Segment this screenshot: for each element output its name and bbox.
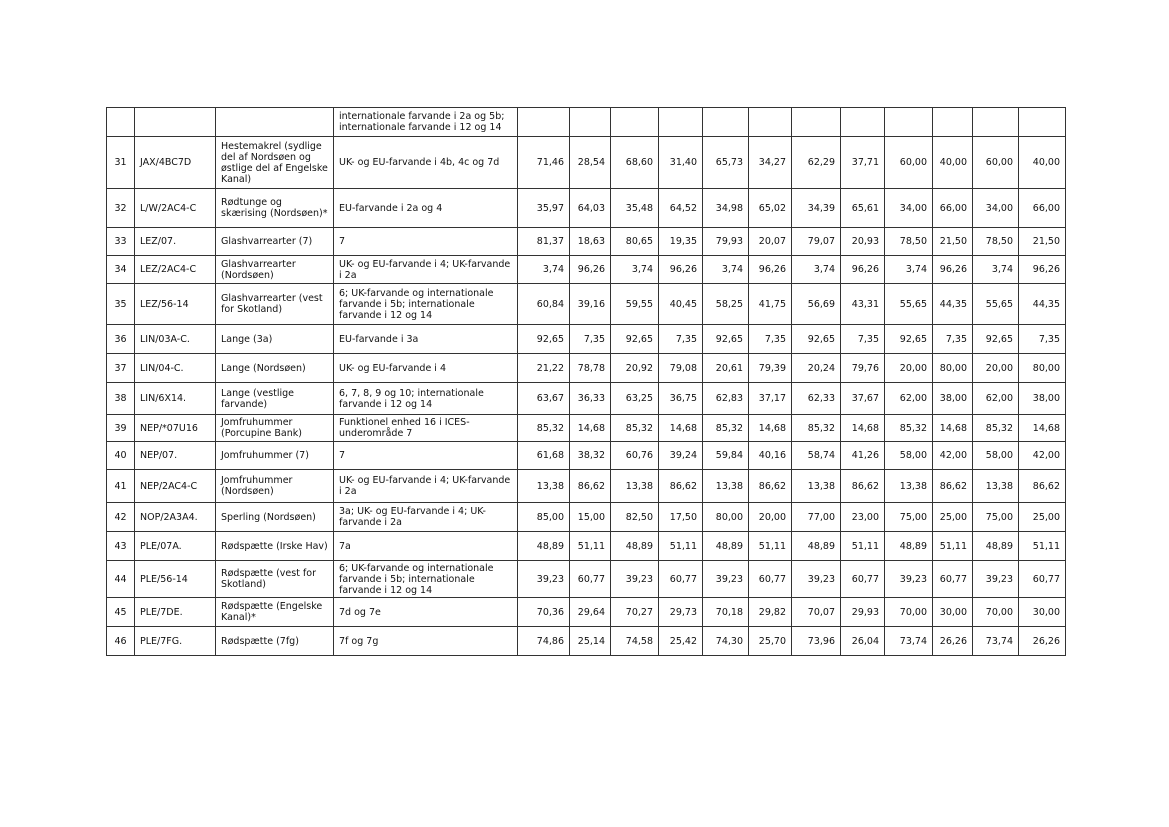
share-value-cell: 7,35 <box>1019 325 1066 354</box>
row-number-cell: 46 <box>107 627 135 656</box>
share-value-cell: 40,00 <box>1019 137 1066 189</box>
share-value-cell: 40,16 <box>749 442 792 470</box>
share-value-cell: 37,67 <box>841 383 885 415</box>
share-value-cell: 37,71 <box>841 137 885 189</box>
share-value-cell: 3,74 <box>792 256 841 284</box>
share-value-cell: 74,86 <box>518 627 570 656</box>
share-value-cell: 35,48 <box>611 189 659 228</box>
share-value-cell: 48,89 <box>518 532 570 561</box>
share-value-cell: 51,11 <box>841 532 885 561</box>
table-row <box>107 256 1066 284</box>
share-value-cell: 20,61 <box>703 354 749 383</box>
share-value-cell: 39,23 <box>973 561 1019 598</box>
share-value-cell: 96,26 <box>570 256 611 284</box>
share-value-cell: 3,74 <box>703 256 749 284</box>
share-value-cell <box>973 108 1019 137</box>
share-value-cell: 60,77 <box>659 561 703 598</box>
table-row <box>107 503 1066 532</box>
share-value-cell: 20,07 <box>749 228 792 256</box>
share-value-cell: 60,77 <box>570 561 611 598</box>
share-value-cell: 25,42 <box>659 627 703 656</box>
share-value-cell: 75,00 <box>973 503 1019 532</box>
species-name-cell: Hestemakrel (sydlige del af Nordsøen og østlige del af Engelske Kanal) <box>216 137 334 189</box>
table-row <box>107 189 1066 228</box>
stock-code-cell <box>135 108 216 137</box>
share-value-cell: 25,70 <box>749 627 792 656</box>
share-value-cell: 65,61 <box>841 189 885 228</box>
share-value-cell: 51,11 <box>659 532 703 561</box>
share-value-cell: 85,00 <box>518 503 570 532</box>
table-row <box>107 284 1066 325</box>
area-cell: 7a <box>334 532 518 561</box>
share-value-cell: 34,98 <box>703 189 749 228</box>
stock-code-cell: LIN/04-C. <box>135 354 216 383</box>
share-value-cell: 70,07 <box>792 598 841 627</box>
share-value-cell: 80,00 <box>1019 354 1066 383</box>
share-value-cell: 20,24 <box>792 354 841 383</box>
share-value-cell: 70,00 <box>885 598 933 627</box>
row-number-cell: 31 <box>107 137 135 189</box>
stock-code-cell: NOP/2A3A4. <box>135 503 216 532</box>
row-number-cell: 42 <box>107 503 135 532</box>
share-value-cell: 14,68 <box>570 415 611 442</box>
share-value-cell: 21,50 <box>1019 228 1066 256</box>
share-value-cell: 70,00 <box>973 598 1019 627</box>
share-value-cell: 3,74 <box>611 256 659 284</box>
row-number-cell: 32 <box>107 189 135 228</box>
share-value-cell: 64,03 <box>570 189 611 228</box>
species-name-cell: Jomfruhummer (7) <box>216 442 334 470</box>
share-value-cell: 35,97 <box>518 189 570 228</box>
share-value-cell: 64,52 <box>659 189 703 228</box>
share-value-cell: 65,02 <box>749 189 792 228</box>
table-row <box>107 137 1066 189</box>
share-value-cell <box>1019 108 1066 137</box>
area-cell: 6; UK-farvande og internationale farvande i 5b; internationale farvande i 12 og 14 <box>334 284 518 325</box>
table-row <box>107 415 1066 442</box>
share-value-cell: 20,00 <box>885 354 933 383</box>
table-row <box>107 470 1066 503</box>
share-value-cell <box>885 108 933 137</box>
share-value-cell: 79,07 <box>792 228 841 256</box>
species-name-cell: Rødspætte (Engelske Kanal)* <box>216 598 334 627</box>
share-value-cell: 51,11 <box>1019 532 1066 561</box>
share-value-cell: 58,00 <box>885 442 933 470</box>
share-value-cell: 65,73 <box>703 137 749 189</box>
share-value-cell: 44,35 <box>1019 284 1066 325</box>
row-number-cell: 37 <box>107 354 135 383</box>
share-value-cell: 15,00 <box>570 503 611 532</box>
share-value-cell: 92,65 <box>518 325 570 354</box>
share-value-cell: 77,00 <box>792 503 841 532</box>
share-value-cell: 26,26 <box>1019 627 1066 656</box>
share-value-cell: 48,89 <box>792 532 841 561</box>
share-value-cell: 58,00 <box>973 442 1019 470</box>
share-value-cell: 13,38 <box>518 470 570 503</box>
area-cell: 7 <box>334 442 518 470</box>
share-value-cell: 62,00 <box>973 383 1019 415</box>
share-value-cell: 70,36 <box>518 598 570 627</box>
species-name-cell: Rødspætte (Irske Hav) <box>216 532 334 561</box>
share-value-cell: 85,32 <box>518 415 570 442</box>
share-value-cell: 3,74 <box>518 256 570 284</box>
species-name-cell: Jomfruhummer (Nordsøen) <box>216 470 334 503</box>
quota-share-table <box>106 107 1066 656</box>
area-cell: 7f og 7g <box>334 627 518 656</box>
row-number-cell: 39 <box>107 415 135 442</box>
share-value-cell: 36,33 <box>570 383 611 415</box>
share-value-cell: 14,68 <box>749 415 792 442</box>
row-number-cell: 43 <box>107 532 135 561</box>
share-value-cell: 60,77 <box>1019 561 1066 598</box>
share-value-cell: 79,93 <box>703 228 749 256</box>
area-cell: UK- og EU-farvande i 4b, 4c og 7d <box>334 137 518 189</box>
share-value-cell: 71,46 <box>518 137 570 189</box>
share-value-cell: 39,23 <box>885 561 933 598</box>
table-row <box>107 325 1066 354</box>
share-value-cell: 48,89 <box>885 532 933 561</box>
share-value-cell: 55,65 <box>885 284 933 325</box>
area-cell: EU-farvande i 3a <box>334 325 518 354</box>
share-value-cell: 62,29 <box>792 137 841 189</box>
share-value-cell: 79,76 <box>841 354 885 383</box>
table-row <box>107 627 1066 656</box>
share-value-cell: 96,26 <box>749 256 792 284</box>
share-value-cell: 13,38 <box>792 470 841 503</box>
share-value-cell: 26,26 <box>933 627 973 656</box>
table-row <box>107 108 1066 137</box>
share-value-cell: 59,55 <box>611 284 659 325</box>
share-value-cell: 36,75 <box>659 383 703 415</box>
share-value-cell: 59,84 <box>703 442 749 470</box>
share-value-cell: 63,67 <box>518 383 570 415</box>
share-value-cell: 14,68 <box>659 415 703 442</box>
share-value-cell: 60,77 <box>933 561 973 598</box>
share-value-cell: 34,00 <box>973 189 1019 228</box>
share-value-cell: 17,50 <box>659 503 703 532</box>
area-cell: Funktionel enhed 16 i ICES-underområde 7 <box>334 415 518 442</box>
share-value-cell: 96,26 <box>933 256 973 284</box>
share-value-cell <box>570 108 611 137</box>
share-value-cell: 75,00 <box>885 503 933 532</box>
share-value-cell: 86,62 <box>570 470 611 503</box>
share-value-cell: 73,74 <box>973 627 1019 656</box>
share-value-cell: 14,68 <box>841 415 885 442</box>
row-number-cell: 34 <box>107 256 135 284</box>
stock-code-cell: JAX/4BC7D <box>135 137 216 189</box>
stock-code-cell: LEZ/07. <box>135 228 216 256</box>
share-value-cell: 34,27 <box>749 137 792 189</box>
share-value-cell: 78,78 <box>570 354 611 383</box>
area-cell: 7d og 7e <box>334 598 518 627</box>
stock-code-cell: NEP/2AC4-C <box>135 470 216 503</box>
share-value-cell: 62,33 <box>792 383 841 415</box>
share-value-cell: 21,22 <box>518 354 570 383</box>
share-value-cell: 86,62 <box>749 470 792 503</box>
row-number-cell: 33 <box>107 228 135 256</box>
share-value-cell: 74,30 <box>703 627 749 656</box>
share-value-cell: 43,31 <box>841 284 885 325</box>
share-value-cell: 20,92 <box>611 354 659 383</box>
share-value-cell: 79,39 <box>749 354 792 383</box>
stock-code-cell: PLE/07A. <box>135 532 216 561</box>
share-value-cell: 39,23 <box>792 561 841 598</box>
share-value-cell: 25,00 <box>1019 503 1066 532</box>
share-value-cell: 39,16 <box>570 284 611 325</box>
row-number-cell: 35 <box>107 284 135 325</box>
area-cell: 6; UK-farvande og internationale farvande i 5b; internationale farvande i 12 og 14 <box>334 561 518 598</box>
row-number-cell: 41 <box>107 470 135 503</box>
share-value-cell: 38,00 <box>1019 383 1066 415</box>
share-value-cell: 31,40 <box>659 137 703 189</box>
share-value-cell: 29,93 <box>841 598 885 627</box>
stock-code-cell: PLE/56-14 <box>135 561 216 598</box>
share-value-cell: 51,11 <box>749 532 792 561</box>
share-value-cell: 13,38 <box>611 470 659 503</box>
species-name-cell: Rødtunge og skærising (Nordsøen)* <box>216 189 334 228</box>
share-value-cell: 92,65 <box>703 325 749 354</box>
share-value-cell: 39,23 <box>518 561 570 598</box>
stock-code-cell: NEP/07. <box>135 442 216 470</box>
share-value-cell: 29,73 <box>659 598 703 627</box>
share-value-cell: 25,14 <box>570 627 611 656</box>
share-value-cell: 3,74 <box>973 256 1019 284</box>
share-value-cell: 85,32 <box>973 415 1019 442</box>
share-value-cell: 13,38 <box>973 470 1019 503</box>
share-value-cell <box>749 108 792 137</box>
share-value-cell: 23,00 <box>841 503 885 532</box>
share-value-cell: 38,00 <box>933 383 973 415</box>
row-number-cell: 38 <box>107 383 135 415</box>
share-value-cell: 30,00 <box>933 598 973 627</box>
share-value-cell: 63,25 <box>611 383 659 415</box>
species-name-cell: Sperling (Nordsøen) <box>216 503 334 532</box>
area-cell: EU-farvande i 2a og 4 <box>334 189 518 228</box>
area-cell: 6, 7, 8, 9 og 10; internationale farvande i 12 og 14 <box>334 383 518 415</box>
share-value-cell: 28,54 <box>570 137 611 189</box>
table-row <box>107 532 1066 561</box>
share-value-cell: 21,50 <box>933 228 973 256</box>
table-body <box>107 108 1066 656</box>
share-value-cell: 79,08 <box>659 354 703 383</box>
share-value-cell: 14,68 <box>1019 415 1066 442</box>
share-value-cell: 85,32 <box>703 415 749 442</box>
area-cell: UK- og EU-farvande i 4 <box>334 354 518 383</box>
stock-code-cell: LEZ/2AC4-C <box>135 256 216 284</box>
share-value-cell: 86,62 <box>841 470 885 503</box>
share-value-cell: 7,35 <box>570 325 611 354</box>
share-value-cell: 20,00 <box>749 503 792 532</box>
share-value-cell: 55,65 <box>973 284 1019 325</box>
share-value-cell: 39,23 <box>703 561 749 598</box>
species-name-cell: Lange (vestlige farvande) <box>216 383 334 415</box>
share-value-cell: 70,27 <box>611 598 659 627</box>
share-value-cell: 30,00 <box>1019 598 1066 627</box>
share-value-cell: 7,35 <box>659 325 703 354</box>
share-value-cell: 78,50 <box>885 228 933 256</box>
area-cell: 3a; UK- og EU-farvande i 4; UK-farvande i 2a <box>334 503 518 532</box>
share-value-cell: 14,68 <box>933 415 973 442</box>
row-number-cell: 36 <box>107 325 135 354</box>
share-value-cell: 19,35 <box>659 228 703 256</box>
share-value-cell: 60,76 <box>611 442 659 470</box>
share-value-cell: 73,96 <box>792 627 841 656</box>
table-row <box>107 228 1066 256</box>
share-value-cell: 42,00 <box>1019 442 1066 470</box>
share-value-cell: 29,82 <box>749 598 792 627</box>
share-value-cell: 39,24 <box>659 442 703 470</box>
share-value-cell <box>703 108 749 137</box>
share-value-cell: 44,35 <box>933 284 973 325</box>
share-value-cell: 61,68 <box>518 442 570 470</box>
table-row <box>107 561 1066 598</box>
share-value-cell: 80,00 <box>933 354 973 383</box>
row-number-cell: 44 <box>107 561 135 598</box>
row-number-cell: 45 <box>107 598 135 627</box>
share-value-cell: 48,89 <box>973 532 1019 561</box>
share-value-cell: 7,35 <box>749 325 792 354</box>
share-value-cell: 51,11 <box>933 532 973 561</box>
share-value-cell: 68,60 <box>611 137 659 189</box>
stock-code-cell: PLE/7FG. <box>135 627 216 656</box>
area-cell: internationale farvande i 2a og 5b; internationale farvande i 12 og 14 <box>334 108 518 137</box>
share-value-cell: 96,26 <box>841 256 885 284</box>
share-value-cell: 80,00 <box>703 503 749 532</box>
share-value-cell: 58,25 <box>703 284 749 325</box>
share-value-cell: 96,26 <box>659 256 703 284</box>
share-value-cell: 92,65 <box>973 325 1019 354</box>
share-value-cell: 29,64 <box>570 598 611 627</box>
share-value-cell: 13,38 <box>885 470 933 503</box>
share-value-cell: 48,89 <box>611 532 659 561</box>
share-value-cell: 78,50 <box>973 228 1019 256</box>
share-value-cell: 13,38 <box>703 470 749 503</box>
share-value-cell: 85,32 <box>885 415 933 442</box>
share-value-cell <box>792 108 841 137</box>
share-value-cell: 92,65 <box>792 325 841 354</box>
share-value-cell: 34,00 <box>885 189 933 228</box>
share-value-cell: 92,65 <box>611 325 659 354</box>
area-cell: 7 <box>334 228 518 256</box>
share-value-cell: 60,77 <box>841 561 885 598</box>
share-value-cell: 60,00 <box>973 137 1019 189</box>
species-name-cell: Glashvarrearter (Nordsøen) <box>216 256 334 284</box>
share-value-cell: 58,74 <box>792 442 841 470</box>
share-value-cell: 37,17 <box>749 383 792 415</box>
share-value-cell: 80,65 <box>611 228 659 256</box>
share-value-cell: 34,39 <box>792 189 841 228</box>
share-value-cell: 66,00 <box>1019 189 1066 228</box>
share-value-cell: 39,23 <box>611 561 659 598</box>
species-name-cell: Jomfruhummer (Porcupine Bank) <box>216 415 334 442</box>
share-value-cell <box>659 108 703 137</box>
share-value-cell: 48,89 <box>703 532 749 561</box>
species-name-cell: Rødspætte (vest for Skotland) <box>216 561 334 598</box>
share-value-cell: 40,00 <box>933 137 973 189</box>
share-value-cell: 60,84 <box>518 284 570 325</box>
area-cell: UK- og EU-farvande i 4; UK-farvande i 2a <box>334 256 518 284</box>
share-value-cell: 41,75 <box>749 284 792 325</box>
share-value-cell: 81,37 <box>518 228 570 256</box>
table-row <box>107 383 1066 415</box>
share-value-cell: 60,77 <box>749 561 792 598</box>
share-value-cell: 40,45 <box>659 284 703 325</box>
share-value-cell: 70,18 <box>703 598 749 627</box>
share-value-cell: 41,26 <box>841 442 885 470</box>
share-value-cell: 7,35 <box>841 325 885 354</box>
share-value-cell: 86,62 <box>659 470 703 503</box>
share-value-cell <box>518 108 570 137</box>
stock-code-cell: LEZ/56-14 <box>135 284 216 325</box>
share-value-cell: 74,58 <box>611 627 659 656</box>
table-row <box>107 354 1066 383</box>
row-number-cell <box>107 108 135 137</box>
share-value-cell: 96,26 <box>1019 256 1066 284</box>
stock-code-cell: LIN/6X14. <box>135 383 216 415</box>
share-value-cell <box>841 108 885 137</box>
share-value-cell: 86,62 <box>1019 470 1066 503</box>
species-name-cell: Glashvarrearter (7) <box>216 228 334 256</box>
stock-code-cell: LIN/03A-C. <box>135 325 216 354</box>
share-value-cell: 60,00 <box>885 137 933 189</box>
share-value-cell: 20,93 <box>841 228 885 256</box>
share-value-cell: 82,50 <box>611 503 659 532</box>
area-cell: UK- og EU-farvande i 4; UK-farvande i 2a <box>334 470 518 503</box>
table-row <box>107 442 1066 470</box>
share-value-cell: 38,32 <box>570 442 611 470</box>
species-name-cell: Rødspætte (7fg) <box>216 627 334 656</box>
species-name-cell: Lange (Nordsøen) <box>216 354 334 383</box>
share-value-cell: 26,04 <box>841 627 885 656</box>
share-value-cell <box>933 108 973 137</box>
share-value-cell: 73,74 <box>885 627 933 656</box>
share-value-cell: 42,00 <box>933 442 973 470</box>
share-value-cell: 85,32 <box>611 415 659 442</box>
share-value-cell <box>611 108 659 137</box>
share-value-cell: 20,00 <box>973 354 1019 383</box>
share-value-cell: 66,00 <box>933 189 973 228</box>
share-value-cell: 62,83 <box>703 383 749 415</box>
share-value-cell: 25,00 <box>933 503 973 532</box>
share-value-cell: 7,35 <box>933 325 973 354</box>
share-value-cell: 85,32 <box>792 415 841 442</box>
share-value-cell: 62,00 <box>885 383 933 415</box>
share-value-cell: 92,65 <box>885 325 933 354</box>
share-value-cell: 18,63 <box>570 228 611 256</box>
species-name-cell <box>216 108 334 137</box>
share-value-cell: 86,62 <box>933 470 973 503</box>
share-value-cell: 51,11 <box>570 532 611 561</box>
species-name-cell: Lange (3a) <box>216 325 334 354</box>
stock-code-cell: L/W/2AC4-C <box>135 189 216 228</box>
species-name-cell: Glashvarrearter (vest for Skotland) <box>216 284 334 325</box>
row-number-cell: 40 <box>107 442 135 470</box>
stock-code-cell: NEP/*07U16 <box>135 415 216 442</box>
stock-code-cell: PLE/7DE. <box>135 598 216 627</box>
table-row <box>107 598 1066 627</box>
share-value-cell: 56,69 <box>792 284 841 325</box>
share-value-cell: 3,74 <box>885 256 933 284</box>
